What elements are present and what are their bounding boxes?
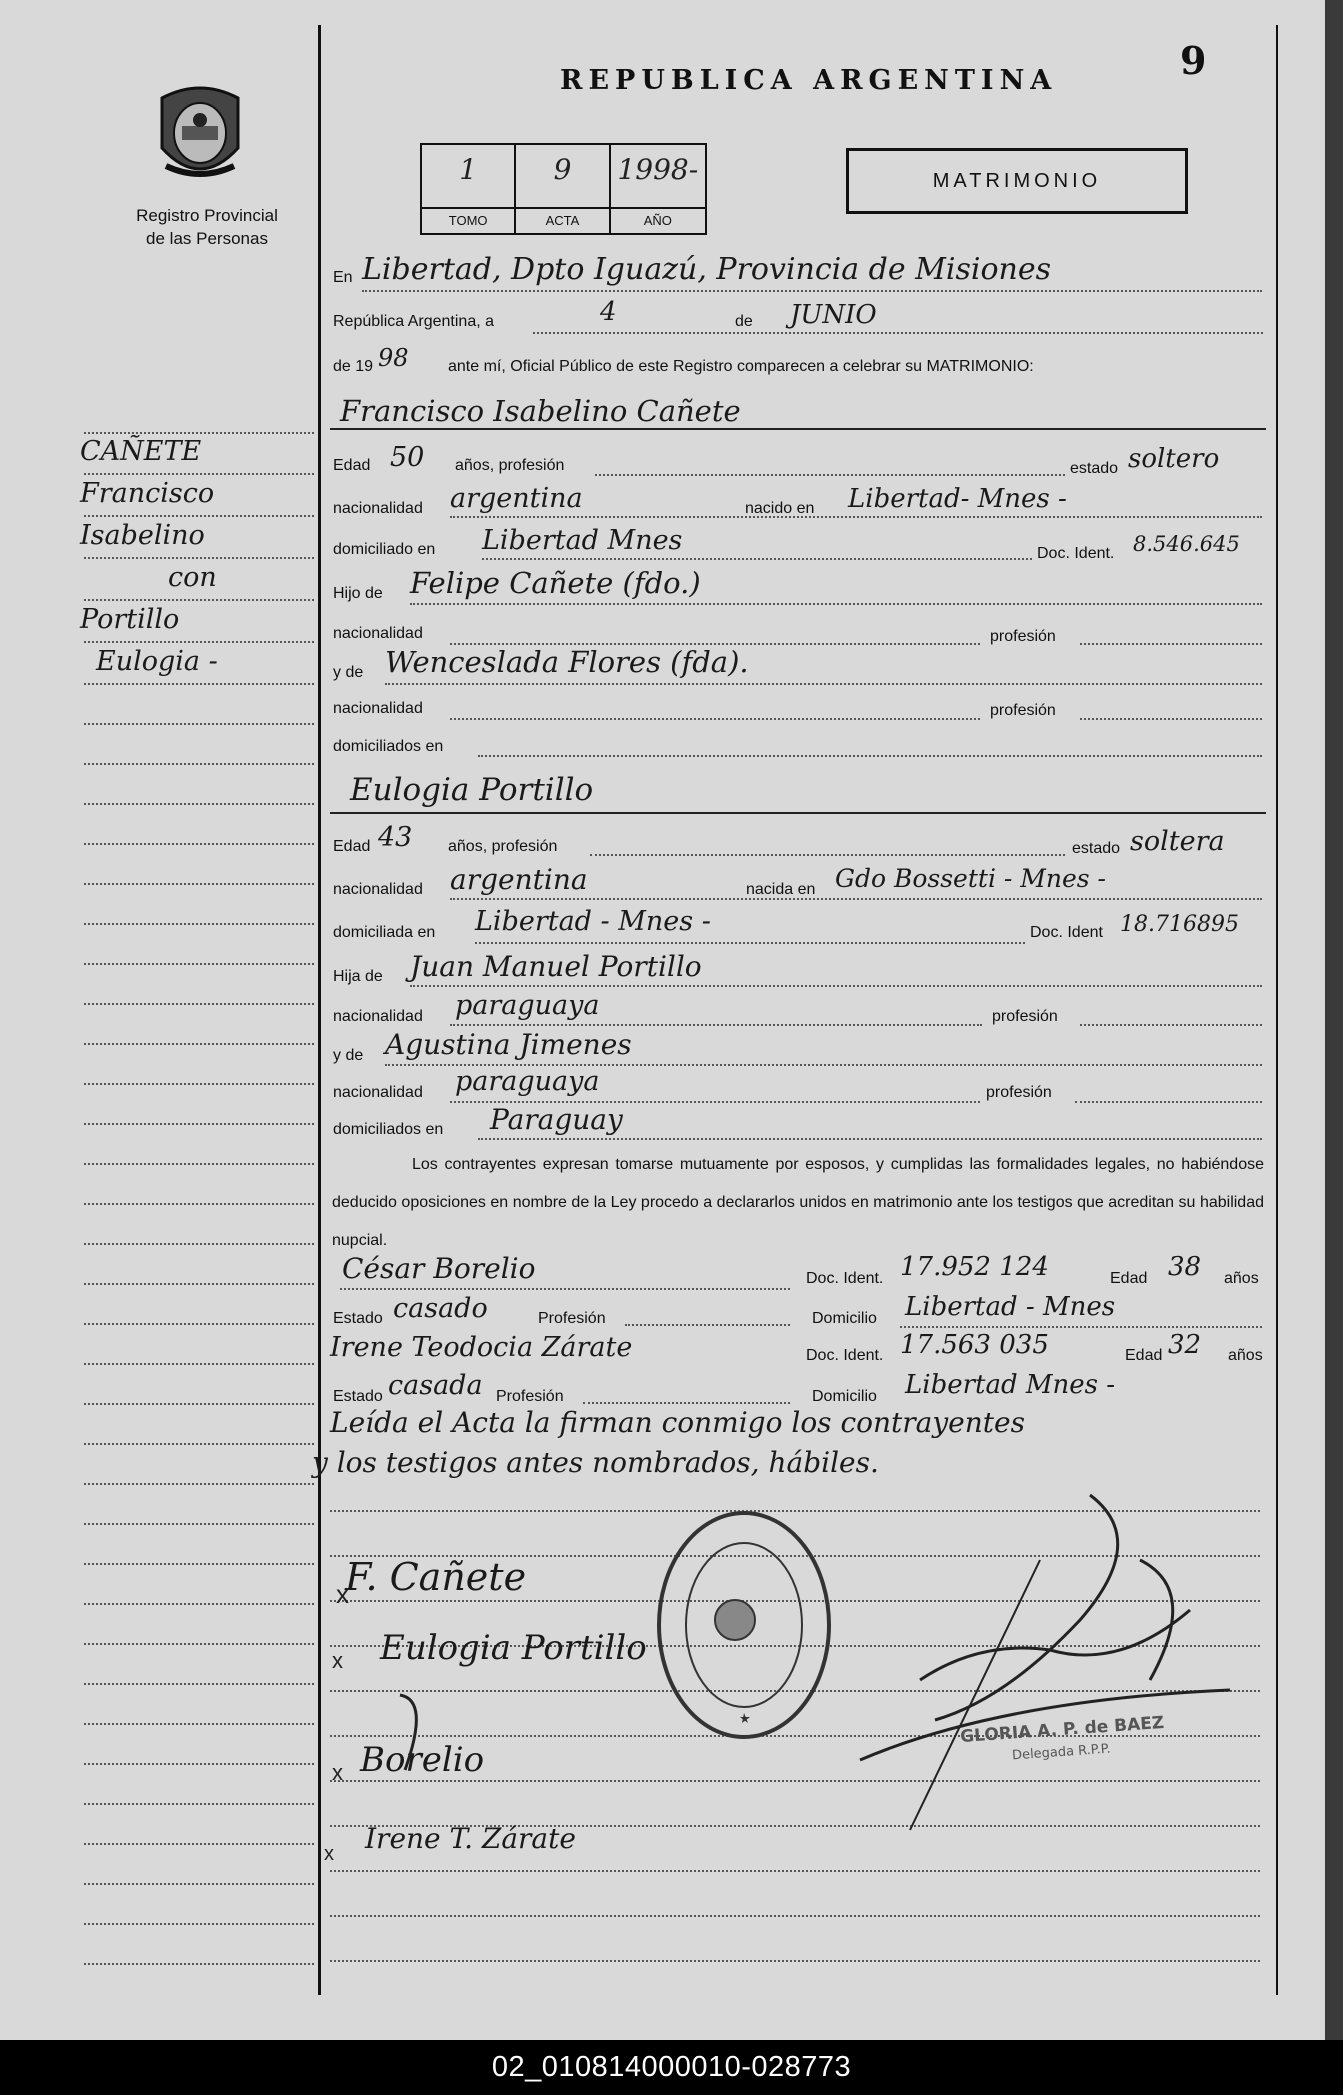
bride-estado: soltera — [1130, 826, 1225, 857]
margin-line — [84, 1483, 314, 1485]
margin-line — [84, 923, 314, 925]
closing-line1: Leída el Acta la firman conmigo los contrayentes — [330, 1406, 1025, 1439]
bride-padre: Juan Manuel Portillo — [410, 950, 702, 983]
witness2-doc-label: Doc. Ident. — [806, 1347, 884, 1364]
bride-nacionalidad: argentina — [450, 863, 588, 896]
groom-edad-label: Edad — [333, 457, 371, 474]
margin-line — [84, 1763, 314, 1765]
groom-nac-label: nacionalidad — [333, 500, 423, 517]
groom-name: Francisco Isabelino Cañete — [340, 394, 741, 428]
bride-nacida-label: nacida en — [746, 881, 816, 898]
year-prefix: de 19 — [333, 358, 374, 375]
svg-text:x: x — [332, 1648, 343, 1673]
groom-padre-label: Hijo de — [333, 585, 383, 602]
country-title: REPUBLICA ARGENTINA — [560, 65, 1058, 96]
book-binding — [1325, 0, 1343, 2040]
margin-line — [84, 1803, 314, 1805]
witness1-edad-label: Edad — [1110, 1270, 1148, 1287]
bride-nac-label: nacionalidad — [333, 881, 423, 898]
margin-line — [84, 803, 314, 805]
witness1-doc: 17.952 124 — [900, 1252, 1049, 1282]
witness1-doc-label: Doc. Ident. — [806, 1270, 884, 1287]
bride-madre-nac-label: nacionalidad — [333, 1084, 423, 1101]
margin-line — [84, 1563, 314, 1565]
closing-line2: y los testigos antes nombrados, hábiles. — [312, 1446, 879, 1479]
margin-line — [84, 1043, 314, 1045]
margin-note-line2: Francisco — [80, 478, 215, 509]
bride-padre-nac: paraguaya — [455, 990, 600, 1021]
groom-domicilio: Libertad Mnes — [482, 525, 683, 556]
tomo-value: 1 — [459, 153, 478, 186]
margin-line — [84, 1083, 314, 1085]
groom-estado: soltero — [1128, 444, 1220, 474]
margin-line — [84, 843, 314, 845]
margin-line — [84, 1523, 314, 1525]
groom-madre-label: y de — [333, 664, 364, 681]
signature-bride: Eulogia Portillo — [380, 1628, 647, 1668]
groom-madre-prof-label: profesión — [990, 702, 1056, 719]
signature-witness1: Borelio — [360, 1740, 485, 1780]
margin-line — [84, 1163, 314, 1165]
bride-dom-label: domiciliada en — [333, 924, 436, 941]
margin-line — [84, 1923, 314, 1925]
witness1-estado-label: Estado — [333, 1310, 383, 1327]
groom-doc: 8.546.645 — [1133, 532, 1240, 556]
groom-padre-prof-label: profesión — [990, 628, 1056, 645]
witness2-edad: 32 — [1168, 1330, 1202, 1360]
place-value: Libertad, Dpto Iguazú, Provincia de Misiones — [362, 252, 1052, 287]
groom-padre: Felipe Cañete (fdo.) — [410, 566, 701, 600]
bride-padre-nac-label: nacionalidad — [333, 1008, 423, 1025]
margin-line — [84, 763, 314, 765]
act-type-box: MATRIMONIO — [846, 148, 1188, 214]
margin-line — [84, 557, 314, 559]
day-value: 4 — [600, 297, 617, 327]
bride-domicilio: Libertad - Mnes - — [475, 906, 711, 937]
witness2-domicilio-label: Domicilio — [812, 1388, 877, 1405]
groom-madre: Wenceslada Flores (fda). — [385, 645, 749, 679]
margin-line — [84, 1283, 314, 1285]
bride-anos-label: años, profesión — [448, 838, 558, 855]
ano-label: AÑO — [611, 207, 705, 233]
groom-estado-label: estado — [1070, 460, 1119, 477]
bride-nacida: Gdo Bossetti - Mnes - — [835, 864, 1106, 893]
margin-line — [84, 1403, 314, 1405]
margin-line — [84, 641, 314, 643]
witness1-domicilio: Libertad - Mnes — [905, 1292, 1116, 1322]
groom-nacido: Libertad- Mnes - — [848, 484, 1067, 514]
bride-edad-label: Edad — [333, 838, 371, 855]
official-stamp-title: Delegada R.P.P. — [1011, 1741, 1112, 1764]
ano-value: 1998- — [617, 153, 699, 186]
image-caption: 02_010814000010-028773 — [0, 2040, 1343, 2095]
bride-dom-padres-label: domiciliados en — [333, 1121, 444, 1138]
groom-doc-label: Doc. Ident. — [1037, 545, 1115, 562]
witness1-estado: casado — [393, 1293, 488, 1324]
witness2-edad-label: Edad — [1125, 1347, 1163, 1364]
margin-line — [84, 1363, 314, 1365]
groom-nacido-label: nacido en — [745, 500, 815, 517]
margin-note-line5: Portillo — [80, 604, 180, 635]
bride-madre-prof-label: profesión — [986, 1084, 1052, 1101]
witness2-anos-label: años — [1228, 1347, 1263, 1364]
witness2-doc: 17.563 035 — [900, 1330, 1049, 1360]
en-label: En — [333, 269, 353, 286]
signature-groom: F. Cañete — [345, 1555, 527, 1599]
bride-padre-label: Hija de — [333, 968, 383, 985]
bride-estado-label: estado — [1072, 840, 1121, 857]
bride-dom-padres: Paraguay — [490, 1103, 623, 1136]
margin-line — [84, 1203, 314, 1205]
groom-nacionalidad: argentina — [450, 483, 583, 514]
margin-line — [84, 1683, 314, 1685]
witness1-domicilio-label: Domicilio — [812, 1310, 877, 1327]
svg-text:x: x — [336, 1579, 349, 1609]
acta-value: 9 — [553, 153, 572, 186]
margin-line — [84, 1963, 314, 1965]
margin-line — [84, 1003, 314, 1005]
registry-name-line2: de las Personas — [146, 229, 268, 248]
margin-line — [84, 1443, 314, 1445]
registry-name-line1: Registro Provincial — [136, 206, 278, 225]
margin-line — [84, 1723, 314, 1725]
bride-doc: 18.716895 — [1120, 912, 1239, 937]
page-number: 9 — [1180, 38, 1207, 83]
witness1-edad: 38 — [1168, 1252, 1202, 1282]
margin-line — [84, 723, 314, 725]
witness1-name: César Borelio — [342, 1252, 536, 1285]
witness1-anos-label: años — [1224, 1270, 1259, 1287]
groom-anos-label: años, profesión — [455, 457, 565, 474]
signature-witness2: Irene T. Zárate — [365, 1822, 576, 1855]
bride-name: Eulogia Portillo — [350, 772, 594, 808]
bride-madre: Agustina Jimenes — [385, 1028, 632, 1061]
margin-line — [84, 1123, 314, 1125]
witness2-profesion-label: Profesión — [496, 1388, 564, 1405]
margin-line — [84, 1843, 314, 1845]
margin-line — [84, 515, 314, 517]
groom-edad: 50 — [390, 442, 425, 473]
declaration-text: Los contrayentes expresan tomarse mutuamente por esposos, y cumplidas las formalidades legales, no habiéndose deducido oposiciones en nombre de la Ley procedo a declararlos unidos en matrimonio ante los testigos que acreditan su habilidad nupcial. — [332, 1156, 1264, 1249]
svg-text:x: x — [332, 1760, 343, 1785]
groom-dom-padres-label: domiciliados en — [333, 738, 444, 755]
bride-padre-prof-label: profesión — [992, 1008, 1058, 1025]
margin-note-line3: Isabelino — [80, 520, 205, 551]
year-value: 98 — [378, 344, 409, 372]
svg-text:x: x — [324, 1843, 334, 1865]
groom-dom-label: domiciliado en — [333, 541, 436, 558]
groom-madre-nac-label: nacionalidad — [333, 700, 423, 717]
margin-line — [84, 1243, 314, 1245]
witness1-profesion-label: Profesión — [538, 1310, 606, 1327]
tomo-label: TOMO — [422, 207, 514, 233]
bride-madre-label: y de — [333, 1047, 364, 1064]
margin-line — [84, 1603, 314, 1605]
official-stamp-name: GLORIA A. P. de BAEZ — [959, 1712, 1165, 1748]
margin-line — [84, 1643, 314, 1645]
groom-padre-nac-label: nacionalidad — [333, 625, 423, 642]
witness2-domicilio: Libertad Mnes - — [905, 1370, 1116, 1400]
margin-line — [84, 963, 314, 965]
witness2-estado: casada — [388, 1370, 483, 1401]
country-label: República Argentina, a — [333, 313, 494, 330]
acta-label: ACTA — [516, 207, 608, 233]
bride-edad: 43 — [378, 822, 413, 853]
month-value: JUNIO — [790, 300, 877, 330]
registry-stamp-icon — [653, 1505, 835, 1745]
intro-text: ante mí, Oficial Público de este Registro comparecen a celebrar su MATRIMONIO: — [448, 358, 1034, 375]
margin-line — [84, 683, 314, 685]
margin-line — [84, 432, 314, 434]
de-label: de — [735, 313, 753, 330]
margin-note-line6: Eulogia - — [96, 646, 218, 677]
witness2-estado-label: Estado — [333, 1388, 383, 1405]
margin-line — [84, 883, 314, 885]
margin-line — [84, 599, 314, 601]
bride-doc-label: Doc. Ident — [1030, 924, 1103, 941]
margin-note-line1: CAÑETE — [80, 436, 202, 467]
margin-note-line4: con — [168, 562, 217, 593]
bride-madre-nac: paraguaya — [455, 1066, 600, 1097]
margin-line — [84, 1323, 314, 1325]
margin-line — [84, 473, 314, 475]
margin-line — [84, 1883, 314, 1885]
witness2-name: Irene Teodocia Zárate — [330, 1332, 633, 1363]
